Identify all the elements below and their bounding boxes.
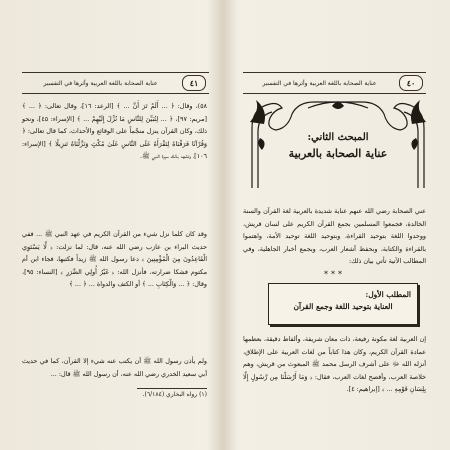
section-title-box — [268, 283, 418, 325]
footnote: (١) رواه البخاري (٦/١٨٤). — [142, 391, 207, 398]
left-page-number: ٤١ — [182, 75, 206, 91]
right-running-head — [243, 72, 426, 94]
section-label: المطلب الأول: — [365, 290, 411, 299]
left-paragraph-3: ولم يأذن رسول الله ﷺ أن يكتب عنه شيء إلا القرآن، كما في حديث أبي سعيد الخدري رضي الله عنه، أن رسول الله ﷺ قال: ... — [22, 357, 207, 378]
chapter-title-block — [262, 132, 414, 160]
left-page — [0, 0, 223, 450]
chapter-title: عناية الصحابة بالعربية — [288, 147, 388, 160]
section-separator-stars: *** — [324, 270, 345, 279]
left-paragraph-2: وقد كان كلما نزل شيء من القرآن الكريم في عهد النبي ﷺ ... ففي حديث البراء بن عازب رضي الله عنه، قال: لما نزلت: ﴿ لَّا يَسْتَوِي الْقَاعِدُونَ مِنَ الْمُؤْمِنِينَ ﴾ دعا رسول الله ﷺ زيداً فكتبها، فجاء ابن أم مكتوم فشكا ضرارته، فأنزل الله: ﴿ غَيْرُ أُولِي الضَّرَرِ ﴾ [النساء: ٩٥]، وقال: ﴿ ... وَالْكِتَابِ ... ﴾ أو الكتف والدواة ... ﴿ ... ﴾ — [22, 230, 207, 289]
left-running-head-text: عناية الصحابة باللغة العربية وأثرها في التفسير — [43, 79, 158, 87]
footnote-divider — [137, 388, 207, 389]
left-running-head — [22, 72, 209, 94]
chapter-label: المبحث الثاني: — [307, 132, 369, 143]
right-page-number: ٤٠ — [399, 75, 423, 91]
right-paragraph-2: إن العربية لغة مكونة رفيعة، ذات معان شريفة، وألفاظ دقيقة، بعظمها عمادة القرآن الكريم، وكان هذا كتاباً من لغات العربية على الإطلاق، أنزله الله ﷻ على أشرف الرسل محمد ﷺ المبعوث من قريش، وهم خلاصة العرب، وأفصح لغات العرب، فقال: ﴿ وَمَا أَرْسَلْنَا مِن رَّسُولٍ إِلَّا بِلِسَانِ قَوْمِهِ ... ﴾ [إبراهيم: ٤]. — [243, 335, 426, 394]
right-paragraph-1: عني الصحابة رضي الله عنهم عناية شديدة بالعربية لغة القرآن والسنة الخالدة، فجمعوا المسلمين بجمع القرآن الكريم على لسان قريش، ووحدوا اللغة بتوحيد القراءة، وبتوحيد اللغة توحيد الأمة، واهتموا بالقراءة والكتابة، وبحفظ أشعار العرب، وبجمع أخبار الجاهلية، وفي المطالب الآتية تأتي بيان ذلك: — [243, 207, 426, 266]
right-running-head-text: عناية الصحابة باللغة العربية وأثرها في التفسير — [262, 79, 377, 87]
left-paragraph-1: ٥٨)، وقال: ﴿ ... أَلَمْ تَرَ أَنَّ ... ﴾ [الرعد: ١٦]، وقال تعالى: ﴿ ... ﴾ [مريم: ٩٧]، ﴿ ... لِتُبَيِّنَ لِلنَّاسِ مَا نُزِّلَ إِلَيْهِمْ ... ﴾ [الإسراء: ٤٥]، ونحو ذلك، وكان القرآن ينزل منجّماً على الوقائع والأحداث، كما قال تعالى: ﴿ وَقُرْآنًا فَرَقْنَاهُ لِتَقْرَأَهُ عَلَى النَّاسِ عَلَىٰ مُكْثٍ وَنَزَّلْنَاهُ تَنزِيلًا ﴾ [الإسراء: ١٠٦]، وتشهد بذلك سيرة النبي ﷺ. — [22, 102, 208, 161]
section-title: العناية بتوحيد اللغة وجمع القرآن — [293, 302, 393, 311]
